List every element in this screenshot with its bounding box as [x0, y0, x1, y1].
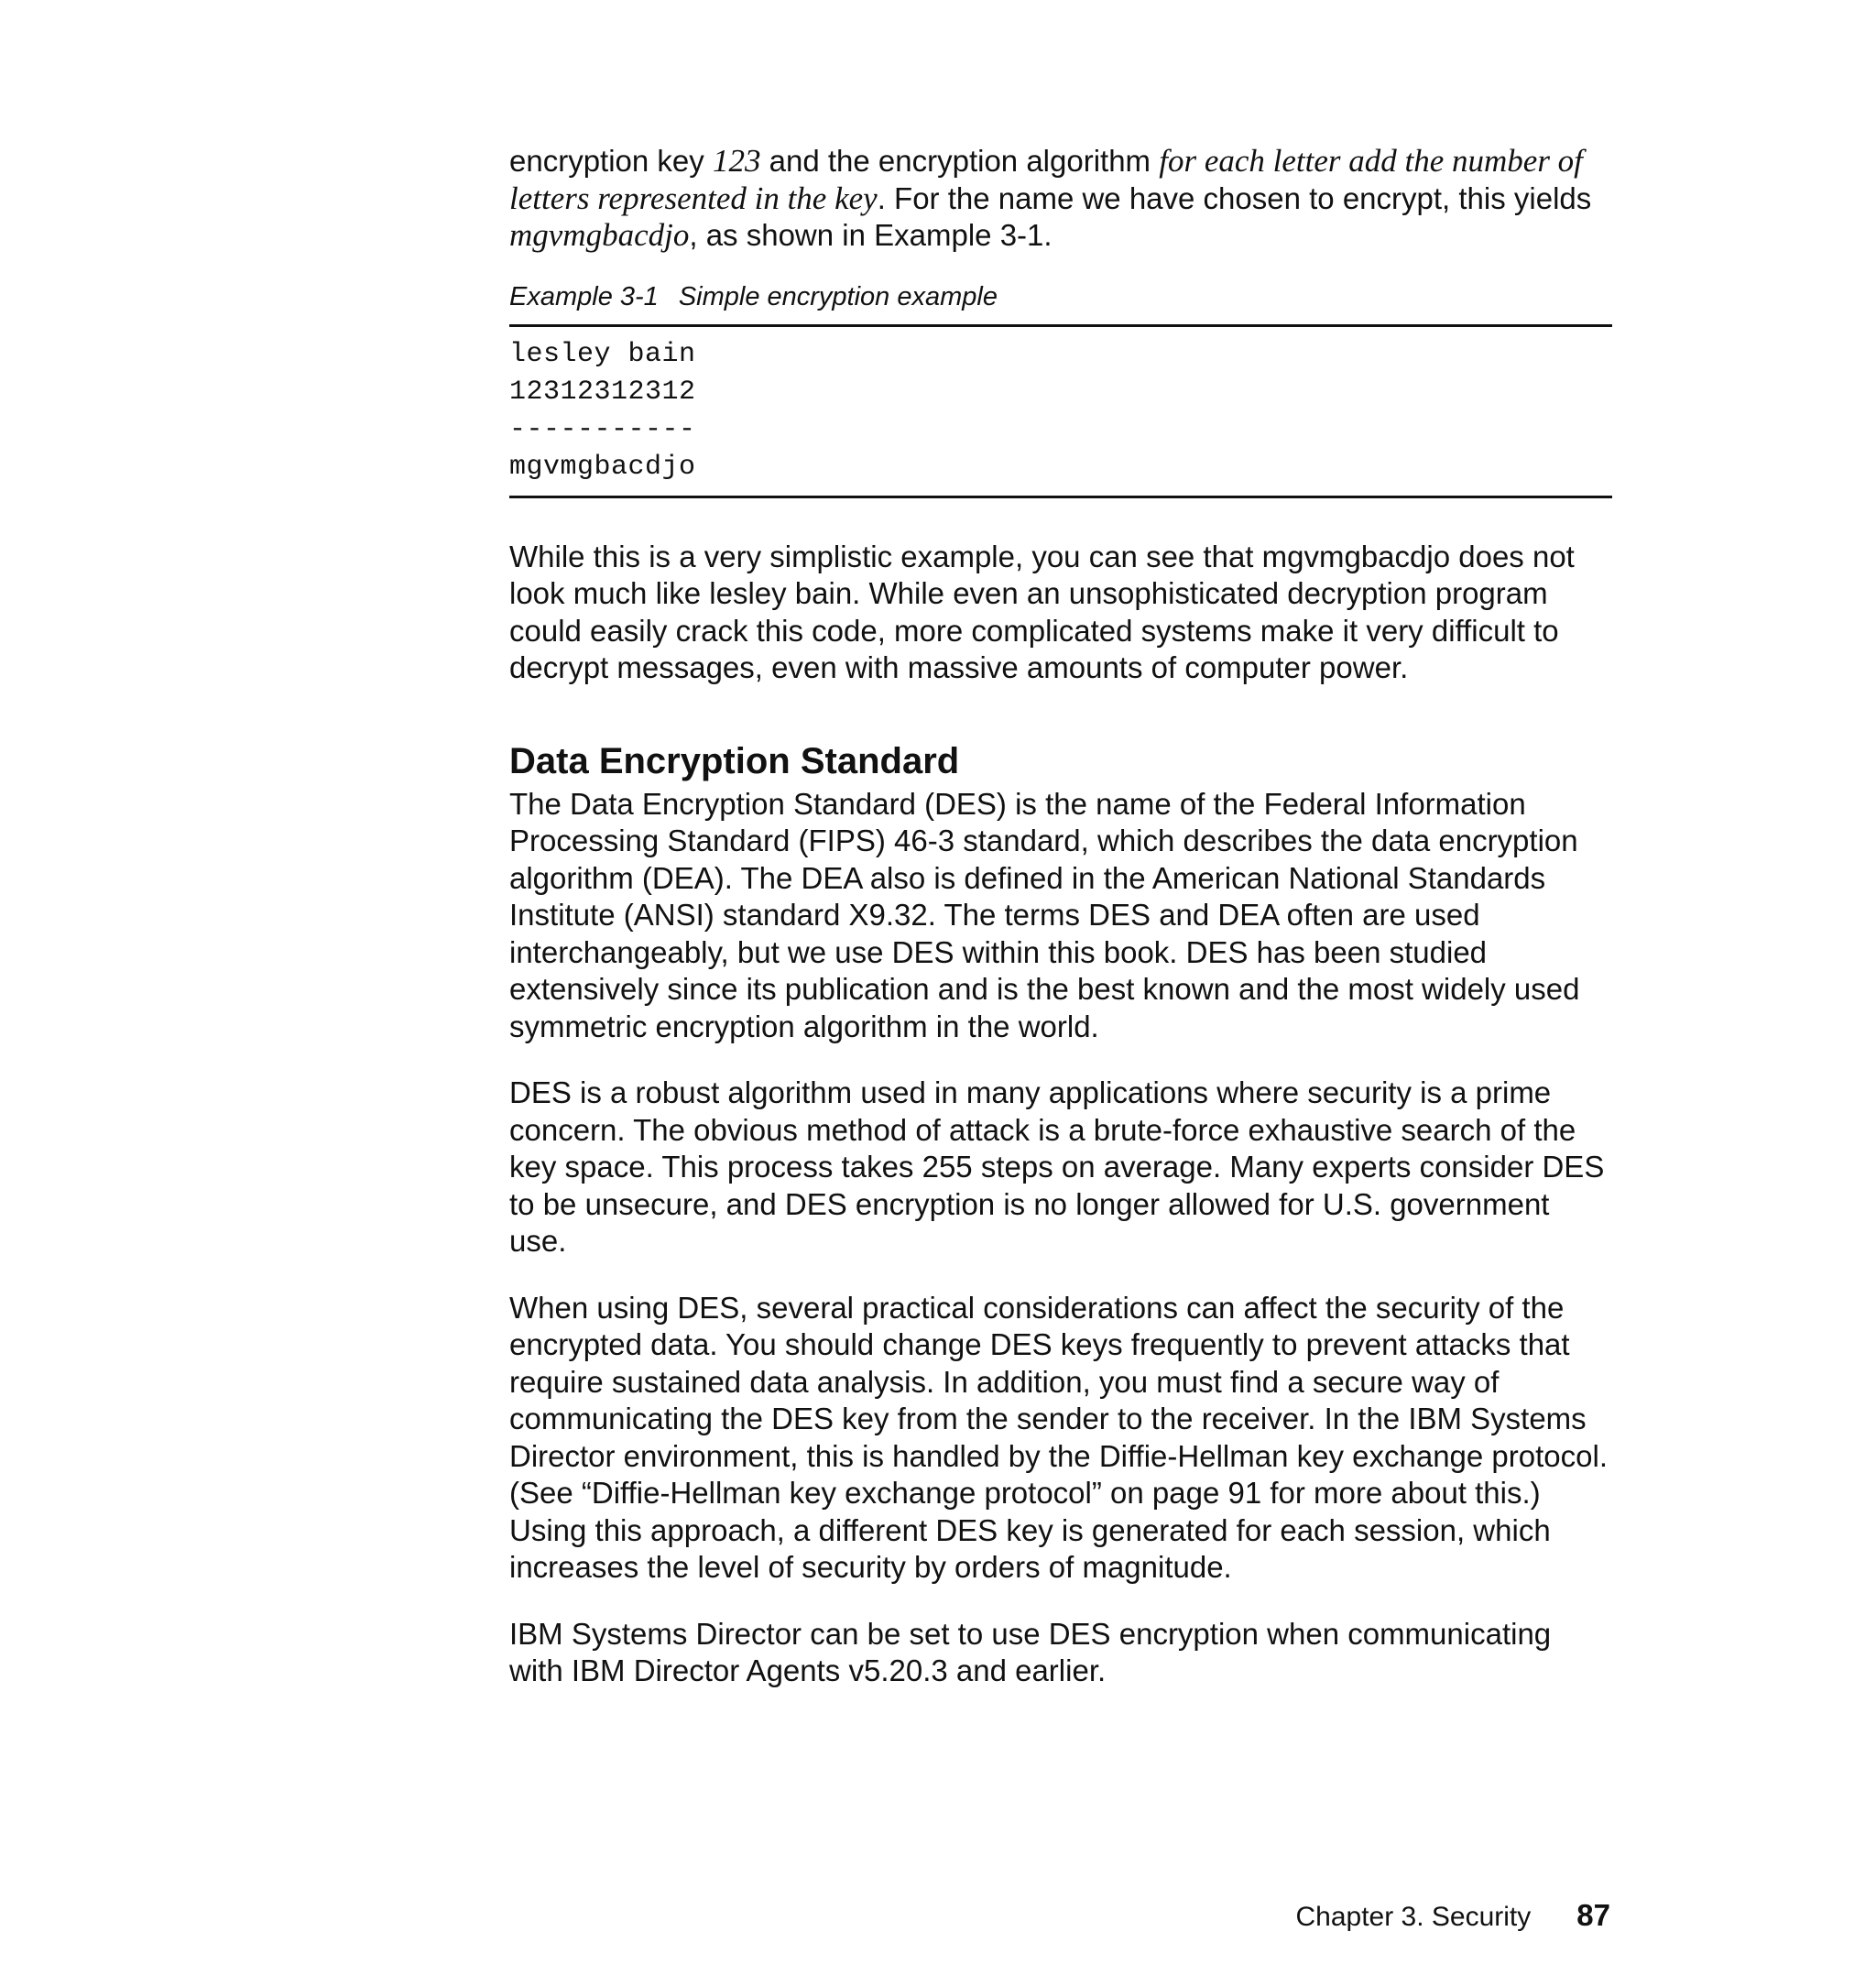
intro-paragraph [509, 143, 1612, 255]
example-title: Simple encryption example [678, 281, 998, 311]
intro-key: 123 [712, 143, 761, 179]
section-heading: Data Encryption Standard [509, 740, 960, 781]
example-caption [509, 278, 1612, 315]
page-footer [1295, 1898, 1610, 1944]
intro-text-1: encryption key [509, 144, 713, 178]
example-label: Example 3-1 [509, 281, 659, 311]
intro-algorithm: for each letter add the number of letters represented in the key [509, 143, 1583, 216]
example-code-block [509, 324, 1612, 498]
des-paragraph-2: DES is a robust algorithm used in many applications where security is a prime concern. The obvious method of attack is a brute-force exhaustive search of the key space. This process takes 255 steps on average. Many experts consider DES to be unsecure, and DES encryption is no longer allowed for U.S. government use. [509, 1075, 1605, 1258]
intro-text-3: . For the name we have chosen to encrypt, this yields [877, 180, 1592, 215]
example-explanation-paragraph: While this is a very simplistic example, you can see that mgvmgbacdjo does not look much like lesley bain. While even an unsophisticated decryption program could easily crack this code, more complicated systems make it very difficult to decrypt messages, even with massive amounts of computer power. [509, 539, 1575, 684]
intro-text-4: , as shown in Example 3-1. [689, 218, 1053, 252]
des-paragraph-1: The Data Encryption Standard (DES) is the name of the Federal Information Processing Standard (FIPS) 46-3 standard, which describes the data encryption algorithm (DEA). The DEA also is defined in the American National Standards Institute (ANSI) standard X9.32. The terms DES and DEA often are used interchangeably, but we use DES within this book. DES has been studied extensively since its publication and is the best known and the most widely used symmetric encryption algorithm in the world. [509, 786, 1580, 1043]
page-content [509, 143, 1612, 1690]
intro-result: mgvmgbacdjo [509, 217, 690, 253]
intro-text-2: and the encryption algorithm [760, 144, 1160, 178]
code-line: mgvmgbacdjo [509, 451, 696, 483]
code-line: lesley bain [509, 338, 696, 370]
des-paragraph-3: When using DES, several practical considerations can affect the security of the encrypted data. You should change DES keys frequently to prevent attacks that require sustained data analysis. In addition, you must find a secure way of communicating the DES key from the sender to the receiver. In the IBM Systems Director environment, this is handled by the Diffie-Hellman key exchange protocol. (See “Diffie-Hellman key exchange protocol” on page 91 for more about this.) Using this approach, a different DES key is generated for each session, which increases the level of security by orders of magnitude. [509, 1290, 1608, 1584]
des-paragraph-4: IBM Systems Director can be set to use DES encryption when communicating with IBM Director Agents v5.20.3 and earlier. [509, 1616, 1552, 1687]
code-line: ----------- [509, 413, 696, 445]
footer-chapter: Chapter 3. Security [1295, 1902, 1532, 1932]
code-line: 12312312312 [509, 376, 696, 408]
page-number: 87 [1576, 1898, 1610, 1932]
